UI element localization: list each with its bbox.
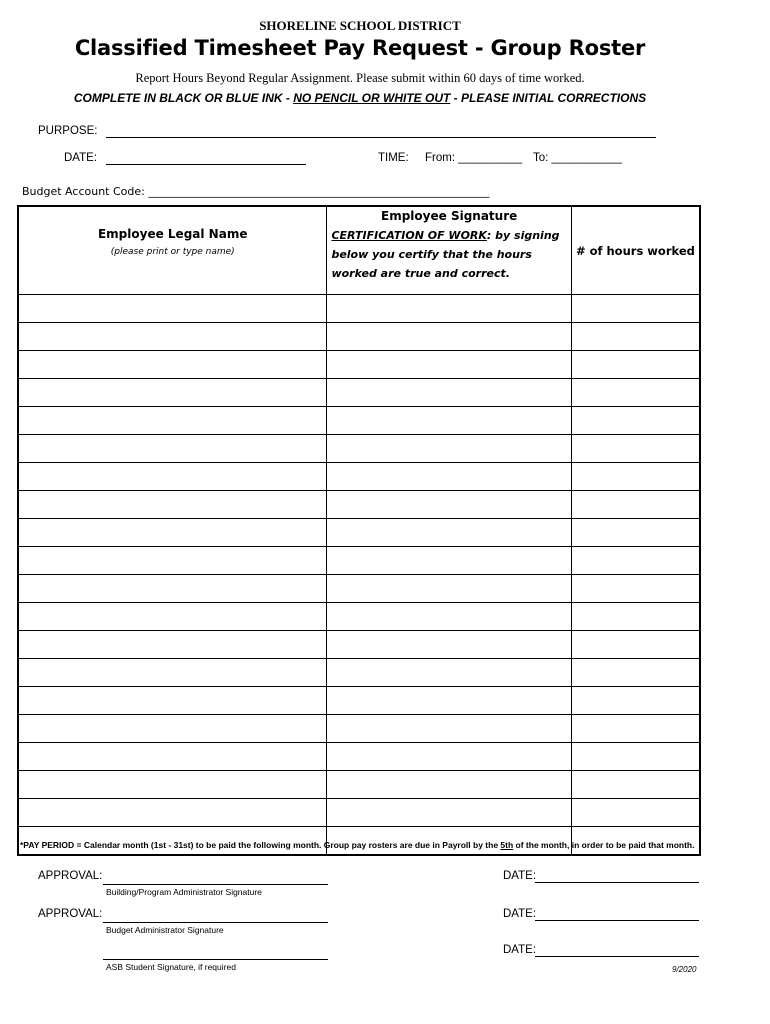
certification-text: : by signing below you certify that the hours worked are true and correct. [331,229,560,280]
signature-cell[interactable] [327,743,571,771]
table-row [18,323,700,351]
hours-cell[interactable] [571,715,700,743]
signature-cell[interactable] [327,659,571,687]
name-cell[interactable] [18,435,327,463]
time-label: TIME: [378,152,409,164]
approval2-date-line[interactable] [535,920,699,921]
hours-cell[interactable] [571,295,700,323]
hours-cell[interactable] [571,323,700,351]
name-cell[interactable] [18,575,327,603]
name-cell[interactable] [18,659,327,687]
approval2-caption: Budget Administrator Signature [106,925,224,935]
certification-of-work-label: CERTIFICATION OF WORK [331,229,487,242]
table-row [18,351,700,379]
signature-cell[interactable] [327,295,571,323]
hours-cell[interactable] [571,435,700,463]
approval2-label: APPROVAL: [38,908,103,920]
hours-cell[interactable] [571,407,700,435]
roster-header-row [18,206,700,295]
hours-cell[interactable] [571,659,700,687]
name-cell[interactable] [18,519,327,547]
name-cell[interactable] [18,463,327,491]
signature-cell[interactable] [327,323,571,351]
hours-cell[interactable] [571,771,700,799]
header-employee-name-label: Employee Legal Name [97,227,248,241]
name-cell[interactable] [18,407,327,435]
table-row [18,379,700,407]
signature-cell[interactable] [327,435,571,463]
name-cell[interactable] [18,687,327,715]
name-cell[interactable] [18,743,327,771]
header-employee-name [18,206,327,295]
name-cell[interactable] [18,631,327,659]
hours-cell[interactable] [571,603,700,631]
header-hours-worked: # of hours worked [571,206,700,295]
signature-cell[interactable] [327,575,571,603]
hours-cell[interactable] [571,743,700,771]
table-row [18,575,700,603]
header-employee-signature [327,206,571,295]
pay-period-5th: 5th [500,840,514,850]
asb-date-line[interactable] [535,956,699,957]
hours-cell[interactable] [571,687,700,715]
purpose-field[interactable] [106,137,656,138]
approval1-date-label: DATE: [503,870,537,882]
table-row [18,631,700,659]
asb-date-label: DATE: [503,944,537,956]
signature-cell[interactable] [327,715,571,743]
name-cell[interactable] [18,771,327,799]
hours-cell[interactable] [571,799,700,827]
hours-cell[interactable] [571,351,700,379]
date-field[interactable] [106,164,306,165]
signature-cell[interactable] [327,463,571,491]
signature-cell[interactable] [327,799,571,827]
name-cell[interactable] [18,491,327,519]
approval1-caption: Building/Program Administrator Signature [106,887,262,897]
hours-cell[interactable] [571,379,700,407]
table-row [18,715,700,743]
form-subtitle: Report Hours Beyond Regular Assignment. Please submit within 60 days of time worked. [135,71,585,85]
name-cell[interactable] [18,351,327,379]
table-row [18,659,700,687]
approval1-label: APPROVAL: [38,870,103,882]
table-row [18,295,700,323]
name-cell[interactable] [18,603,327,631]
ink-note-part3: - PLEASE INITIAL CORRECTIONS [450,91,647,105]
signature-cell[interactable] [327,771,571,799]
signature-cell[interactable] [327,379,571,407]
form-revision-code: 9/2020 [672,965,697,974]
pay-period-part2: of the month, in order to be paid that month. [513,840,695,850]
roster-table [17,205,701,856]
budget-account-code[interactable]: Budget Account Code: ______________________________________________________________ [22,185,490,198]
table-row [18,407,700,435]
hours-cell[interactable] [571,575,700,603]
table-row [18,799,700,827]
date-label: DATE: [64,152,98,164]
time-to-field[interactable]: To: ___________ [533,152,622,164]
hours-cell[interactable] [571,491,700,519]
name-cell[interactable] [18,295,327,323]
approval1-date-line[interactable] [535,882,699,883]
approval2-date-label: DATE: [503,908,537,920]
approval2-signature-line[interactable] [103,922,328,923]
form-title: Classified Timesheet Pay Request - Group Roster [74,36,646,60]
header-signature-title: Employee Signature [381,209,518,223]
table-row [18,743,700,771]
signature-cell[interactable] [327,351,571,379]
hours-cell[interactable] [571,547,700,575]
table-row [18,547,700,575]
hours-cell[interactable] [571,463,700,491]
name-cell[interactable] [18,379,327,407]
hours-cell[interactable] [571,631,700,659]
ink-note-part1: COMPLETE IN BLACK OR BLUE INK - [73,91,294,105]
purpose-label: PURPOSE: [38,125,98,137]
table-row [18,771,700,799]
ink-instructions [0,91,720,105]
asb-caption: ASB Student Signature, if required [106,962,236,972]
district-name: SHORELINE SCHOOL DISTRICT [259,18,461,33]
table-row [18,603,700,631]
signature-cell[interactable] [327,687,571,715]
table-row [18,435,700,463]
hours-cell[interactable] [571,519,700,547]
name-cell[interactable] [18,547,327,575]
ink-note-underlined: NO PENCIL OR WHITE OUT [293,91,451,105]
signature-cell[interactable] [327,603,571,631]
signature-cell[interactable] [327,547,571,575]
asb-signature-line[interactable] [103,959,328,960]
signature-cell[interactable] [327,519,571,547]
name-cell[interactable] [18,715,327,743]
name-cell[interactable] [18,323,327,351]
table-row [18,491,700,519]
header-employee-name-sub: (please print or type name) [110,247,235,257]
signature-cell[interactable] [327,491,571,519]
pay-period-part1: *PAY PERIOD = Calendar month (1st - 31st) to be paid the following month. Group pay rosters are due in Payroll by the [20,840,501,850]
table-row [18,463,700,491]
signature-cell[interactable] [327,631,571,659]
name-cell[interactable] [18,799,327,827]
time-from-field[interactable]: From: __________ [425,152,523,164]
table-row [18,519,700,547]
signature-cell[interactable] [327,407,571,435]
approval1-signature-line[interactable] [103,884,328,885]
pay-period-note [20,839,700,852]
table-row [18,687,700,715]
